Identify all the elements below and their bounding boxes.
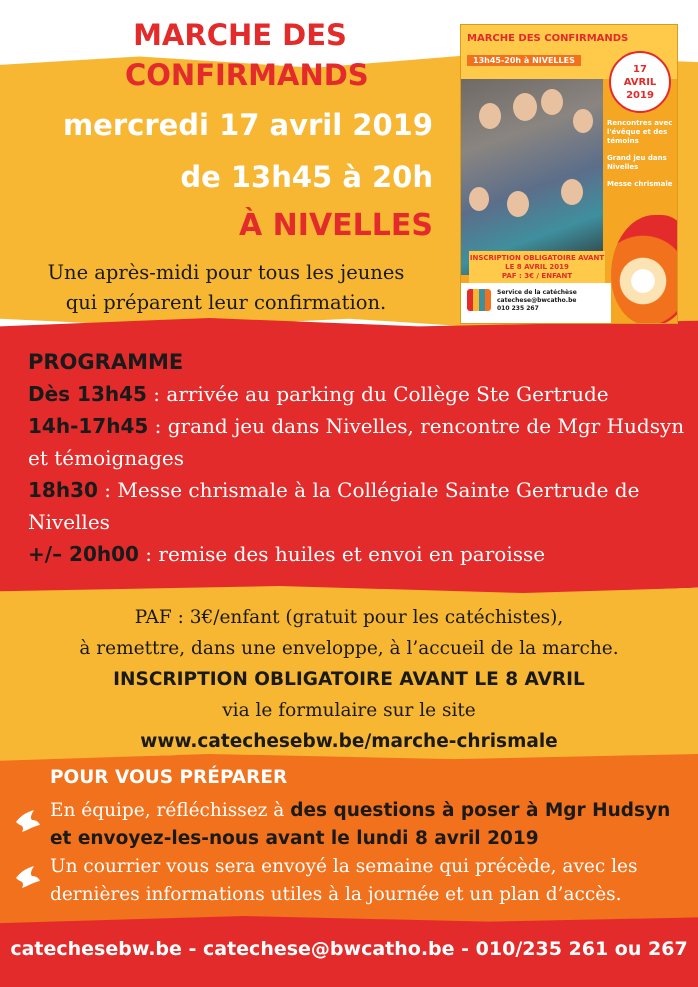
programme-time: Dès 13h45	[28, 382, 147, 406]
photo-face	[541, 89, 563, 115]
programme-text: : Messe chrismale à la Collégiale Sainte Gertrude de Nivelles	[28, 478, 640, 534]
poster-contact	[497, 289, 577, 313]
poster-inscription-text: INSCRIPTION OBLIGATOIRE AVANT LE 8 AVRIL 2019	[469, 254, 605, 271]
photo-face	[507, 191, 529, 217]
programme-item	[28, 410, 688, 474]
prepare-item-questions	[50, 797, 690, 853]
event-time: de 13h45 à 20h	[180, 160, 433, 194]
photo-face	[561, 179, 583, 205]
event-place: À NIVELLES	[239, 208, 433, 243]
programme-item	[28, 378, 688, 410]
programme-text: : remise des huiles et envoi en paroisse	[138, 542, 546, 566]
poster-inscription	[469, 251, 605, 284]
programme-item	[28, 474, 688, 538]
poster-date-year: 2019	[626, 90, 654, 101]
poster-bullet: Rencontres avec l'évêque et des témoins	[607, 119, 673, 145]
programme-heading: PROGRAMME	[28, 350, 184, 374]
poster-paf: PAF : 3€ / ENFANT	[501, 272, 573, 280]
dove-icon	[14, 808, 42, 834]
registration-deadline: INSCRIPTION OBLIGATOIRE AVANT LE 8 AVRIL	[113, 669, 585, 690]
poster-bullet: Messe chrismale	[607, 180, 673, 188]
paf-section	[0, 602, 698, 757]
prepare-heading: POUR VOUS PRÉPARER	[50, 767, 288, 788]
intro-line-1: Une après-midi pour tous les jeunes	[47, 261, 405, 284]
paf-instructions: à remettre, dans une enveloppe, à l’accueil de la marche.	[79, 638, 619, 659]
poster-subtitle: 13h45-20h à NIVELLES	[467, 55, 581, 66]
catechese-logo-icon	[467, 289, 491, 311]
programme-text: : arrivée au parking du Collège Ste Gertrude	[146, 382, 609, 406]
photo-face	[469, 187, 489, 211]
registration-url[interactable]: www.catechesebw.be/marche-chrismale	[140, 731, 558, 752]
photo-face	[573, 109, 593, 133]
poster-title: MARCHE DES CONFIRMANDS	[467, 33, 629, 44]
poster-contact-line: 010 235 267	[497, 305, 539, 312]
poster-thumbnail	[460, 24, 678, 324]
intro-text	[12, 258, 440, 318]
flame-dove-icon	[611, 215, 678, 324]
prepare-item-highlight: des questions à poser à Mgr Hudsyn et envoyez-les-nous avant le lundi 8 avril 2019	[50, 800, 671, 849]
poster-date-month: AVRIL	[623, 77, 657, 88]
programme-time: 14h-17h45	[28, 414, 149, 438]
poster-date-badge	[609, 51, 671, 113]
programme-section	[28, 346, 688, 570]
registration-form-text: via le formulaire sur le site	[222, 700, 476, 721]
poster-date-day: 17	[633, 64, 647, 75]
poster-contact-line: Service de la catéchèse	[497, 289, 577, 296]
programme-time: +/– 20h00	[28, 542, 139, 566]
prepare-item-text: En équipe, réfléchissez à	[50, 800, 291, 821]
paf-price: PAF : 3€/enfant (gratuit pour les catéchistes),	[134, 607, 564, 628]
programme-time: 18h30	[28, 478, 98, 502]
photo-face	[513, 93, 537, 121]
programme-text: : grand jeu dans Nivelles, rencontre de Mgr Hudsyn et témoignages	[28, 414, 685, 470]
prepare-item-letter: Un courrier vous sera envoyé la semaine qui précède, avec les dernières informations utiles à la journée et un plan d’accès.	[50, 856, 638, 905]
title-line-1: MARCHE DES	[133, 18, 347, 52]
photo-face	[479, 103, 501, 129]
footer-contact: catechesebw.be - catechese@bwcatho.be - 010/235 261 ou 267	[10, 938, 688, 960]
poster-bullet: Grand jeu dans Nivelles	[607, 154, 667, 171]
poster-bullets	[607, 119, 677, 197]
poster-contact-line: catechese@bwcatho.be	[497, 297, 577, 304]
event-date: mercredi 17 avril 2019	[62, 108, 433, 142]
title-line-2: CONFIRMANDS	[125, 58, 369, 92]
dove-icon	[14, 864, 42, 890]
intro-line-2: qui préparent leur confirmation.	[65, 291, 387, 314]
poster-group-photo	[461, 79, 603, 275]
programme-item	[28, 538, 688, 570]
